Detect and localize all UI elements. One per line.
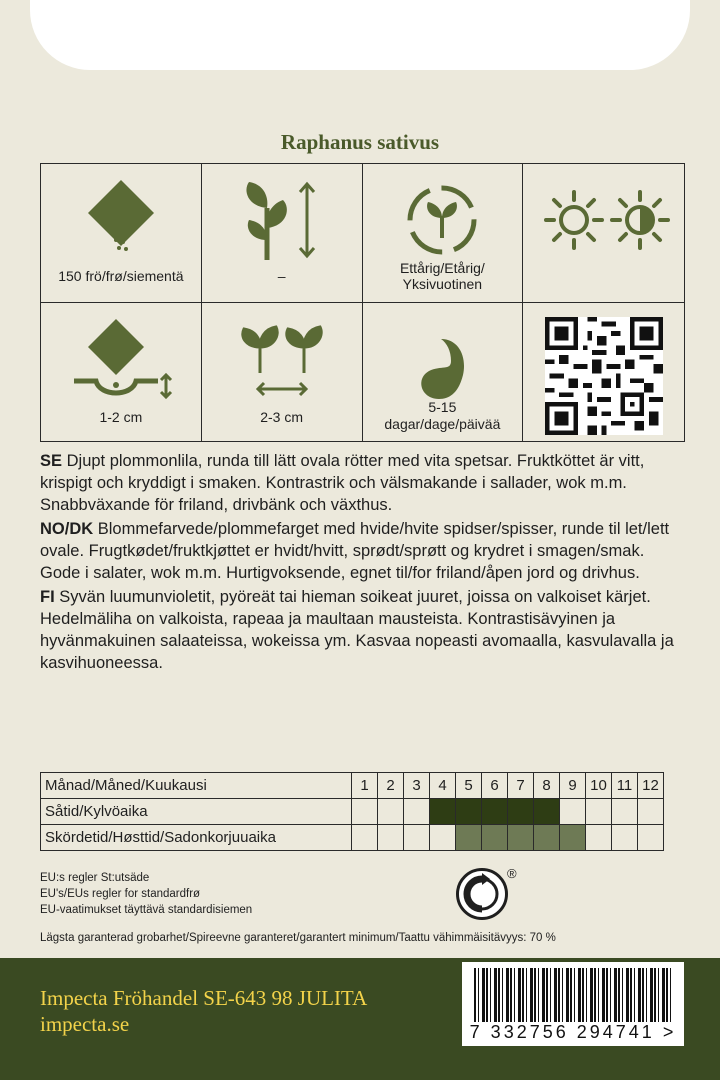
harvest-month-cell xyxy=(404,825,430,851)
harvest-month-cell xyxy=(534,825,560,851)
month-9: 9 xyxy=(560,773,586,799)
description-fi-text: Syvän luumunvioletit, pyöreät tai hieman soikeat juuret, joissa on valkoiset kärjet. Hedelmäliha on valkoista, rapeaa ja maultaan mausteista. Kontrastisävyinen ja hyvänmakuinen salaateissa, wokeissa ym. Kasvaa nopeasti avomaalla, kasvulavalla ja kasvihuoneessa. xyxy=(40,588,674,672)
height-cell xyxy=(202,164,363,303)
harvest-month-cell xyxy=(586,825,612,851)
sowing-month-cell xyxy=(378,799,404,825)
germination-seed-icon xyxy=(397,317,487,401)
description-se-text: Djupt plommonlila, runda till lätt ovala rötter med vita spetsar. Fruktköttet är vitt, krispigt och kryddigt i smaken. Kontrastrik och välsmakande i sallader, wok m.m. Snabbväxande för friland, drivbänk och växthus. xyxy=(40,452,645,514)
sowing-month-cell xyxy=(586,799,612,825)
harvest-month-cell xyxy=(482,825,508,851)
green-dot-recycling-icon xyxy=(456,868,508,920)
seed-packet-icon xyxy=(76,178,166,258)
lifecycle-label-line1: Ettårig/Etårig/ xyxy=(399,260,485,276)
sowing-month-cell xyxy=(508,799,534,825)
germination-days-line1: 5-15 xyxy=(428,398,457,415)
plant-height-icon xyxy=(237,178,327,262)
lang-tag-fi: FI xyxy=(40,588,55,606)
info-grid xyxy=(40,163,685,442)
month-6: 6 xyxy=(482,773,508,799)
sun-partial-shade-icon xyxy=(534,178,674,262)
latin-name: Raphanus sativus xyxy=(280,130,440,154)
harvest-month-cell xyxy=(508,825,534,851)
sowing-month-cell xyxy=(534,799,560,825)
month-label: Månad/Måned/Kuukausi xyxy=(41,773,352,799)
lifecycle-label-line2: Yksivuotinen xyxy=(402,276,483,292)
description-fi xyxy=(40,586,680,674)
month-10: 10 xyxy=(586,773,612,799)
barcode-bars xyxy=(474,968,672,1022)
registered-mark: ® xyxy=(507,866,517,881)
sowing-month-cell xyxy=(430,799,456,825)
sowing-label: Såtid/Kylvöaika xyxy=(41,799,352,825)
description-no-dk xyxy=(40,518,680,584)
sowing-month-cell xyxy=(482,799,508,825)
description-no-dk-text: Blommefarvede/plommefarget med hvide/hvite spidser/spisser, runde til let/lett ovale. Frugtkødet/fruktkjøttet er hvidt/hvitt, sprødt/sprøtt og krydret i smagen/smak. Gode i salater, wok m.m. Hurtigvoksende, egnet til/for friland/åpen jord og drivhus. xyxy=(40,520,670,582)
month-3: 3 xyxy=(404,773,430,799)
height-label: – xyxy=(277,268,286,284)
harvest-row xyxy=(41,825,664,851)
month-4: 4 xyxy=(430,773,456,799)
month-5: 5 xyxy=(456,773,482,799)
lang-tag-se: SE xyxy=(40,452,63,470)
germination-days-line2: dagar/dage/päivää xyxy=(384,415,501,432)
barcode xyxy=(462,962,684,1046)
eu-standard-notice xyxy=(40,870,252,918)
company-address: Impecta Fröhandel SE-643 98 JULITA xyxy=(40,986,368,1010)
harvest-month-cell xyxy=(456,825,482,851)
hang-hole-cutout xyxy=(30,0,690,70)
growing-calendar xyxy=(40,772,664,851)
eu-rules-line2: EU's/EUs regler for standardfrø xyxy=(40,888,201,900)
sowing-month-cell xyxy=(404,799,430,825)
month-1: 1 xyxy=(352,773,378,799)
germination-cell xyxy=(363,303,524,442)
harvest-month-cell xyxy=(612,825,638,851)
harvest-month-cell xyxy=(378,825,404,851)
sowing-month-cell xyxy=(352,799,378,825)
seed-count-cell xyxy=(41,164,202,303)
month-12: 12 xyxy=(638,773,664,799)
harvest-month-cell xyxy=(430,825,456,851)
seed-count-label: 150 frö/frø/siementä xyxy=(58,268,184,284)
annual-cycle-icon xyxy=(397,178,487,262)
plant-spacing-icon xyxy=(232,317,332,401)
sowing-month-cell xyxy=(456,799,482,825)
description-se xyxy=(40,450,680,516)
sowing-month-cell xyxy=(560,799,586,825)
sowing-month-cell xyxy=(612,799,638,825)
sowing-row xyxy=(41,799,664,825)
sowing-depth-label: 1-2 cm xyxy=(99,408,143,425)
eu-rules-line3: EU-vaatimukset täyttävä standardisiemen xyxy=(40,904,253,916)
month-8: 8 xyxy=(534,773,560,799)
qr-code-cell xyxy=(523,303,684,442)
spacing-label: 2-3 cm xyxy=(260,408,304,425)
germination-guarantee: Lägsta garanterad grobarhet/Spireevne garanteret/garantert minimum/Taattu vähimmäisitävyys: 70 % xyxy=(40,932,556,944)
company-info xyxy=(40,985,367,1037)
harvest-month-cell xyxy=(560,825,586,851)
harvest-month-cell xyxy=(638,825,664,851)
qr-code[interactable] xyxy=(545,317,663,435)
lang-tag-no-dk: NO/DK xyxy=(40,520,94,538)
sowing-depth-icon xyxy=(66,317,176,401)
calendar-header-row xyxy=(41,773,664,799)
barcode-number: 7 332756 294741 > xyxy=(469,1022,677,1042)
sowing-depth-cell xyxy=(41,303,202,442)
harvest-month-cell xyxy=(352,825,378,851)
spacing-cell xyxy=(202,303,363,442)
month-11: 11 xyxy=(612,773,638,799)
month-7: 7 xyxy=(508,773,534,799)
month-2: 2 xyxy=(378,773,404,799)
sun-requirement-cell xyxy=(523,164,684,303)
sowing-month-cell xyxy=(638,799,664,825)
eu-rules-line1: EU:s regler St:utsäde xyxy=(40,872,150,884)
descriptions xyxy=(40,450,680,676)
lifecycle-cell xyxy=(363,164,524,303)
harvest-label: Skördetid/Høsttid/Sadonkorjuuaika xyxy=(41,825,352,851)
company-website[interactable]: impecta.se xyxy=(40,1012,130,1036)
